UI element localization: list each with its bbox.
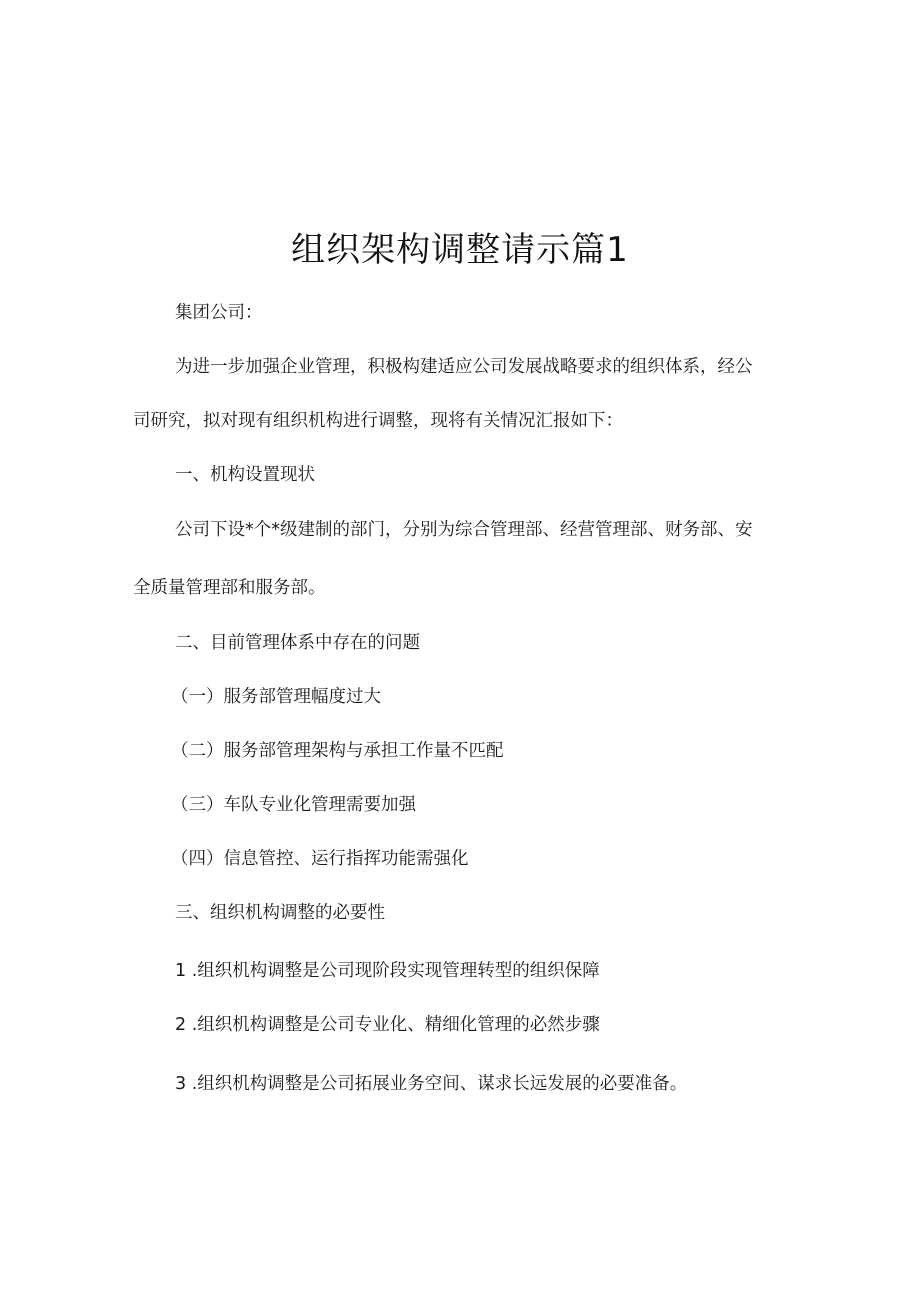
section-2-heading: 二、目前管理体系中存在的问题 [175,633,420,653]
section-3-item: 3 .组织机构调整是公司拓展业务空间、谋求长远发展的必要准备。 [175,1074,688,1094]
section-3-item: 2 .组织机构调整是公司专业化、精细化管理的必然步骤 [175,1015,600,1035]
section-3-heading: 三、组织机构调整的必要性 [175,903,385,923]
intro-paragraph-line-2: 司研究，拟对现有组织机构进行调整，现将有关情况汇报如下： [133,411,623,431]
section-3-item: 1 .组织机构调整是公司现阶段实现管理转型的组织保障 [175,961,600,981]
intro-paragraph-line-1: 为进一步加强企业管理，积极构建适应公司发展战略要求的组织体系，经公 [175,357,753,377]
section-1-paragraph-line-2: 全质量管理部和服务部。 [133,578,326,598]
section-2-item: （一）服务部管理幅度过大 [171,687,381,707]
salutation: 集团公司： [175,303,263,323]
section-1-heading: 一、机构设置现状 [175,465,315,485]
section-2-item: （二）服务部管理架构与承担工作量不匹配 [171,741,504,761]
section-1-paragraph-line-1: 公司下设*个*级建制的部门，分别为综合管理部、经营管理部、财务部、安 [175,520,753,540]
section-2-item: （三）车队专业化管理需要加强 [171,795,416,815]
document-title: 组织架构调整请示篇1 [291,230,629,270]
section-2-item: （四）信息管控、运行指挥功能需强化 [171,849,469,869]
